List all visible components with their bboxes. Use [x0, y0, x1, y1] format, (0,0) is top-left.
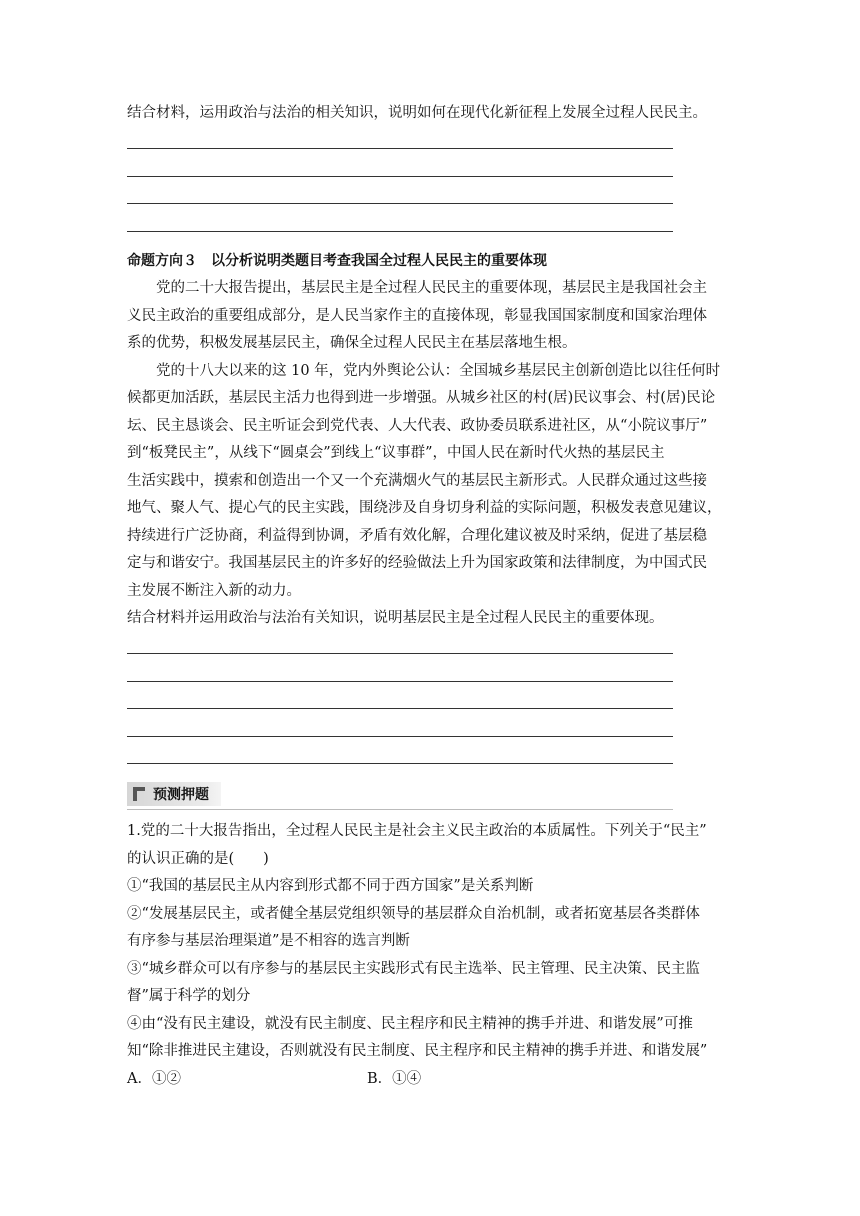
paragraph-line: 党的十八大以来的这 10 年，党内外舆论公认：全国城乡基层民主创新创造比以往任何时	[156, 362, 721, 379]
question-line: 的认识正确的是( )	[127, 850, 269, 867]
paragraph-line: 系的优势，积极发展基层民主，确保全过程人民民主在基层落地生根。	[127, 335, 577, 351]
statement-4-cont: 知“除非推进民主建设，否则就没有民主制度、民主程序和民主精神的携手并进、和谐发展”	[127, 1043, 708, 1059]
paragraph-line: 党的二十大报告提出，基层民主是全过程人民民主的重要体现，基层民主是我国社会主	[156, 280, 707, 296]
option-b[interactable]: B．①④	[367, 1070, 422, 1087]
answer-line[interactable]	[127, 715, 673, 743]
intro-question: 结合材料，运用政治与法治的相关知识，说明如何在现代化新征程上发展全过程人民民主。	[127, 105, 707, 121]
corner-bracket-icon	[133, 787, 147, 801]
statement-4: ④由“没有民主建设，就没有民主制度、民主程序和民主精神的携手并进、和谐发展”可推	[127, 1015, 693, 1032]
answer-line[interactable]	[127, 155, 673, 183]
paragraph-line: 生活实践中，摸索和创造出一个又一个充满烟火气的基层民主新形式。人民群众通过这些接	[127, 472, 707, 489]
answer-line[interactable]	[127, 128, 673, 156]
paragraph-line: 持续进行广泛协商，利益得到协调，矛盾有效化解，合理化建议被及时采纳，促进了基层稳	[127, 527, 707, 544]
paragraph-line: 地气、聚人气、提心气的民主实践，围绕涉及自身切身利益的实际问题，积极发表意见建议，	[127, 500, 722, 516]
option-a[interactable]: A．①②	[127, 1070, 181, 1087]
statement-1: ①“我国的基层民主从内容到形式都不同于西方国家”是关系判断	[127, 878, 534, 894]
paragraph-line: 候都更加活跃，基层民主活力也得到进一步增强。从城乡社区的村(居)民议事会、村(居)民论	[127, 390, 716, 406]
section-question: 结合材料并运用政治与法治有关知识，说明基层民主是全过程人民民主的重要体现。	[127, 610, 664, 626]
answer-options	[127, 1066, 739, 1094]
paragraph-line: 坛、民主恳谈会、民主听证会到党代表、人大代表、政协委员联系进社区，从“小院议事厅”	[127, 417, 708, 434]
answer-line[interactable]	[127, 633, 673, 661]
answer-line[interactable]	[127, 743, 673, 771]
statement-3-cont: 督”属于科学的划分	[127, 988, 251, 1004]
statement-2: ②“发展基层民主，或者健全基层党组织领导的基层群众自治机制，或者拓宽基层各类群体	[127, 905, 700, 922]
answer-line[interactable]	[127, 210, 673, 238]
paragraph-line: 义民主政治的重要组成部分，是人民当家作主的直接体现，彰显我国国家制度和国家治理体	[127, 307, 707, 324]
paragraph-line: 主发展不断注入新的动力。	[127, 582, 301, 599]
paragraph-line: 定与和谐安宁。我国基层民主的许多好的经验做法上升为国家政策和法律制度，为中国式民	[127, 555, 707, 571]
page-content	[127, 100, 739, 1093]
statement-3: ③“城乡群众可以有序参与的基层民主实践形式有民主选举、民主管理、民主决策、民主监	[127, 960, 700, 977]
predict-badge	[127, 782, 221, 806]
predict-section-header	[127, 780, 673, 810]
statement-2-cont: 有序参与基层治理渠道”是不相容的选言判断	[127, 933, 410, 949]
paragraph-line: 到“板凳民主”，从线下“圆桌会”到线上“议事群”，中国人民在新时代火热的基层民主	[127, 445, 665, 461]
answer-line[interactable]	[127, 660, 673, 688]
predict-badge-label: 预测押题	[153, 787, 209, 803]
question-line: 1.党的二十大报告指出，全过程人民民主是社会主义民主政治的本质属性。下列关于“民主”	[127, 823, 707, 839]
section-heading: 命题方向３ 以分析说明类题目考查我国全过程人民民主的重要体现	[127, 252, 547, 269]
answer-line[interactable]	[127, 183, 673, 211]
answer-line[interactable]	[127, 688, 673, 716]
divider	[127, 809, 673, 810]
